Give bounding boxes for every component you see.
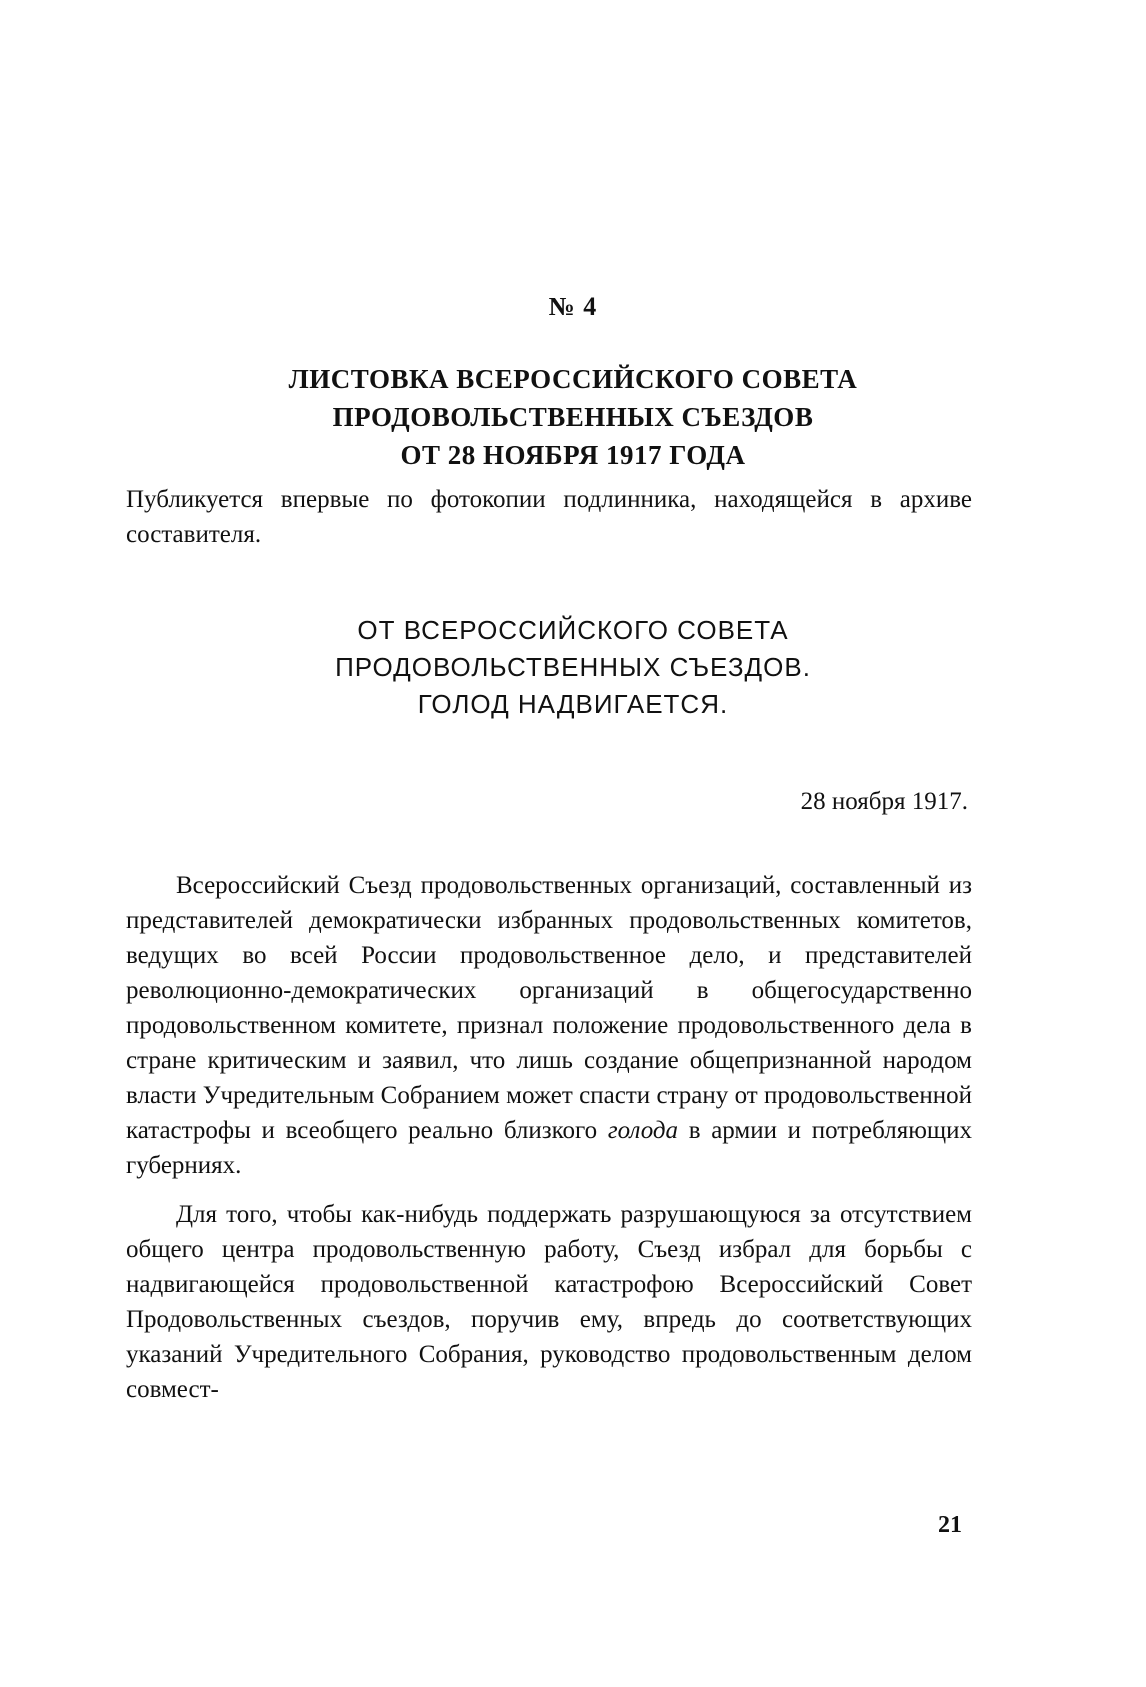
leaflet-heading-line: ГОЛОД НАДВИГАЕТСЯ. bbox=[417, 689, 729, 719]
leaflet-heading bbox=[0, 612, 1146, 723]
page-number: 21 bbox=[938, 1512, 962, 1538]
leaflet-date: 28 ноября 1917. bbox=[800, 788, 968, 815]
emphasized-word: голода bbox=[607, 1117, 679, 1144]
document-title-line: ОТ 28 НОЯБРЯ 1917 ГОДА bbox=[400, 440, 746, 470]
paragraph-text: Всероссийский Съезд продовольственных организаций, составленный из представителей демократически избранных продовольственных комитетов, ведущих во всей России продовольственное дело, и представителей революционно-демократических организаций в общегосударственно продовольственном комитете, признал положение продовольственного дела в стране критическим и заявил, что лишь создание общепризнанной народом власти Учредительным Собранием может спасти страну от продовольственной катастрофы и всеобщего реально близкого bbox=[126, 872, 972, 1144]
document-title-line: ЛИСТОВКА ВСЕРОССИЙСКОГО СОВЕТА bbox=[288, 364, 858, 394]
document-number: № 4 bbox=[548, 292, 598, 321]
body-paragraph bbox=[126, 868, 972, 1183]
document-title bbox=[0, 360, 1146, 474]
source-note: Публикуется впервые по фотокопии подлинника, находящейся в архиве составителя. bbox=[126, 486, 972, 548]
leaflet-heading-line: ПРОДОВОЛЬСТВЕННЫХ СЪЕЗДОВ. bbox=[335, 652, 811, 682]
leaflet-body bbox=[126, 868, 972, 1421]
leaflet-heading-line: ОТ ВСЕРОССИЙСКОГО СОВЕТА bbox=[357, 615, 789, 645]
document-title-line: ПРОДОВОЛЬСТВЕННЫХ СЪЕЗДОВ bbox=[332, 402, 814, 432]
body-paragraph: Для того, чтобы как-нибудь поддержать разрушающуюся за отсутствием общего центра продовольственную работу, Съезд избрал для борьбы с надвигающейся продовольственной катастрофою Всероссийский Совет Продовольственных съездов, поручив ему, впредь до соответствующих указаний Учредительного Собрания, руководство продовольственным делом совмест- bbox=[126, 1201, 972, 1403]
paragraph-text: в армии и потребляющих губерниях. bbox=[126, 1117, 973, 1179]
